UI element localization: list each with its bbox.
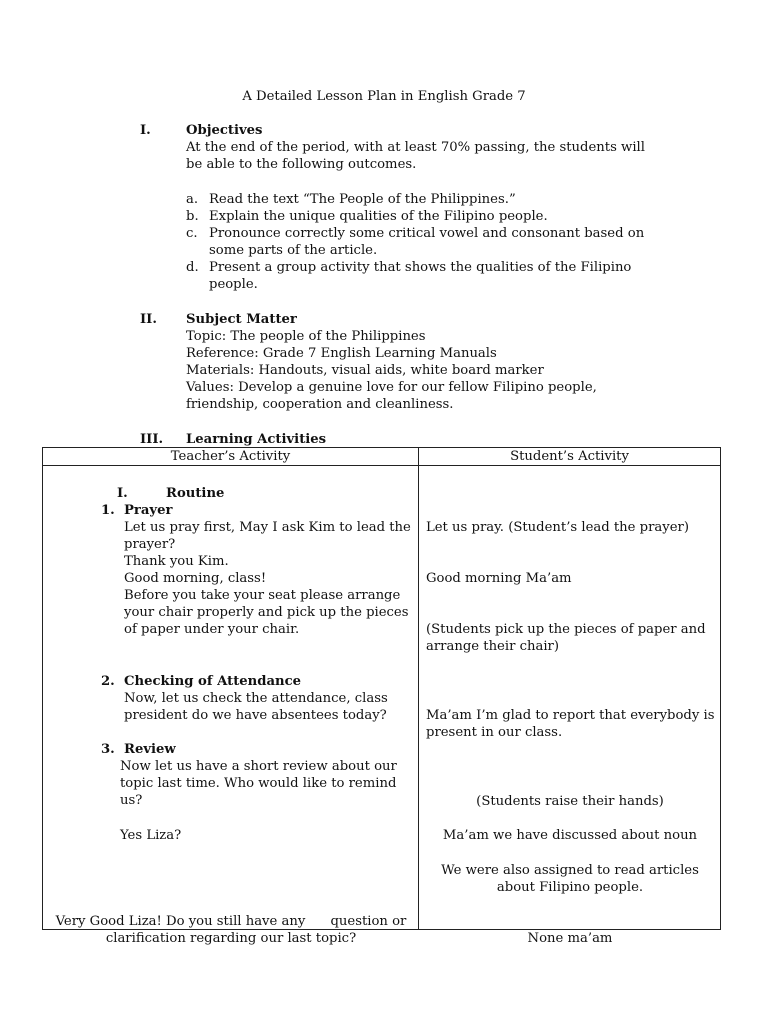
objective-letter-a: a. — [186, 192, 199, 207]
objective-text-b: Explain the unique qualities of the Filipino people. — [209, 209, 548, 224]
subject-matter-heading: Subject Matter — [186, 312, 297, 327]
student-prayer-line-4: arrange their chair) — [426, 639, 559, 654]
student-prayer-line-3: (Students pick up the pieces of paper and — [426, 622, 706, 637]
objective-letter-c: c. — [186, 226, 198, 241]
teacher-prayer-line-2: prayer? — [124, 537, 176, 552]
subject-topic: Topic: The people of the Philippines — [186, 329, 426, 344]
objective-text-d-cont: people. — [209, 277, 258, 292]
objectives-intro-line-2: be able to the following outcomes. — [186, 157, 417, 172]
routine-heading: Routine — [166, 486, 225, 501]
teacher-prayer-line-4: Good morning, class! — [124, 571, 267, 586]
objective-text-c-cont: some parts of the article. — [209, 243, 378, 258]
review-number: 3. — [101, 742, 115, 757]
activities-table — [42, 447, 721, 946]
student-review-line-5: None ma’am — [527, 931, 613, 946]
subject-values-line-2: friendship, cooperation and cleanliness. — [186, 397, 454, 412]
teacher-prayer-line-6: your chair properly and pick up the pieces — [124, 605, 409, 620]
teacher-review-line-4: Yes Liza? — [120, 828, 182, 843]
student-review-line-4: about Filipino people. — [496, 880, 644, 895]
student-activity-cell — [419, 466, 721, 946]
teacher-prayer-line-7: of paper under your chair. — [124, 622, 300, 637]
student-activity-header: Student’s Activity — [419, 448, 721, 466]
student-review-line-2: Ma’am we have discussed about noun — [442, 828, 698, 843]
objectives-intro-line-1: At the end of the period, with at least 70% passing, the students will — [186, 140, 645, 155]
subject-reference: Reference: Grade 7 English Learning Manuals — [186, 346, 497, 361]
teacher-attendance-line-2: president do we have absentees today? — [124, 708, 387, 723]
student-prayer-line-1: Let us pray. (Student’s lead the prayer) — [426, 520, 689, 535]
teacher-prayer-line-5: Before you take your seat please arrange — [124, 588, 401, 603]
teacher-review-line-2: topic last time. Who would like to remind — [120, 776, 397, 791]
learning-activities-heading: Learning Activities — [186, 432, 327, 447]
prayer-heading: Prayer — [124, 503, 173, 518]
student-review-line-3: We were also assigned to read articles — [441, 863, 699, 878]
objective-text-a: Read the text “The People of the Philippines.” — [209, 192, 516, 207]
student-prayer-line-2: Good morning Ma’am — [426, 571, 572, 586]
prayer-number: 1. — [101, 503, 115, 518]
learning-activities-numeral: III. — [140, 432, 164, 447]
objective-text-d: Present a group activity that shows the qualities of the Filipino — [209, 260, 632, 275]
review-heading: Review — [124, 742, 176, 757]
document-title: A Detailed Lesson Plan in English Grade 7 — [242, 89, 526, 104]
student-review-line-1: (Students raise their hands) — [476, 794, 664, 809]
teacher-prayer-line-3: Thank you Kim. — [124, 554, 229, 569]
subject-materials: Materials: Handouts, visual aids, white board marker — [186, 363, 544, 378]
subject-values-line-1: Values: Develop a genuine love for our fellow Filipino people, — [186, 380, 597, 395]
attendance-number: 2. — [101, 674, 115, 689]
teacher-review-line-6: clarification regarding our last topic? — [105, 931, 357, 946]
table-header-row — [43, 448, 721, 466]
routine-numeral: I. — [117, 486, 128, 501]
student-attendance-line-2: present in our class. — [426, 725, 563, 740]
teacher-activity-header: Teacher’s Activity — [43, 448, 419, 466]
objective-letter-b: b. — [186, 209, 199, 224]
objective-letter-d: d. — [186, 260, 199, 275]
table-body-row — [43, 466, 721, 930]
teacher-review-line-5: Very Good Liza! Do you still have any question or — [55, 914, 407, 929]
teacher-review-line-3: us? — [120, 793, 143, 808]
teacher-activity-cell — [43, 466, 419, 946]
teacher-prayer-line-1: Let us pray first, May I ask Kim to lead the — [124, 520, 411, 535]
attendance-heading: Checking of Attendance — [124, 674, 302, 689]
subject-matter-numeral: II. — [140, 312, 157, 327]
student-attendance-line-1: Ma’am I’m glad to report that everybody is — [426, 708, 715, 723]
objectives-heading: Objectives — [186, 123, 263, 138]
teacher-review-line-1: Now let us have a short review about our — [120, 759, 397, 774]
teacher-attendance-line-1: Now, let us check the attendance, class — [124, 691, 388, 706]
objectives-numeral: I. — [140, 123, 151, 138]
objective-text-c: Pronounce correctly some critical vowel and consonant based on — [209, 226, 645, 241]
